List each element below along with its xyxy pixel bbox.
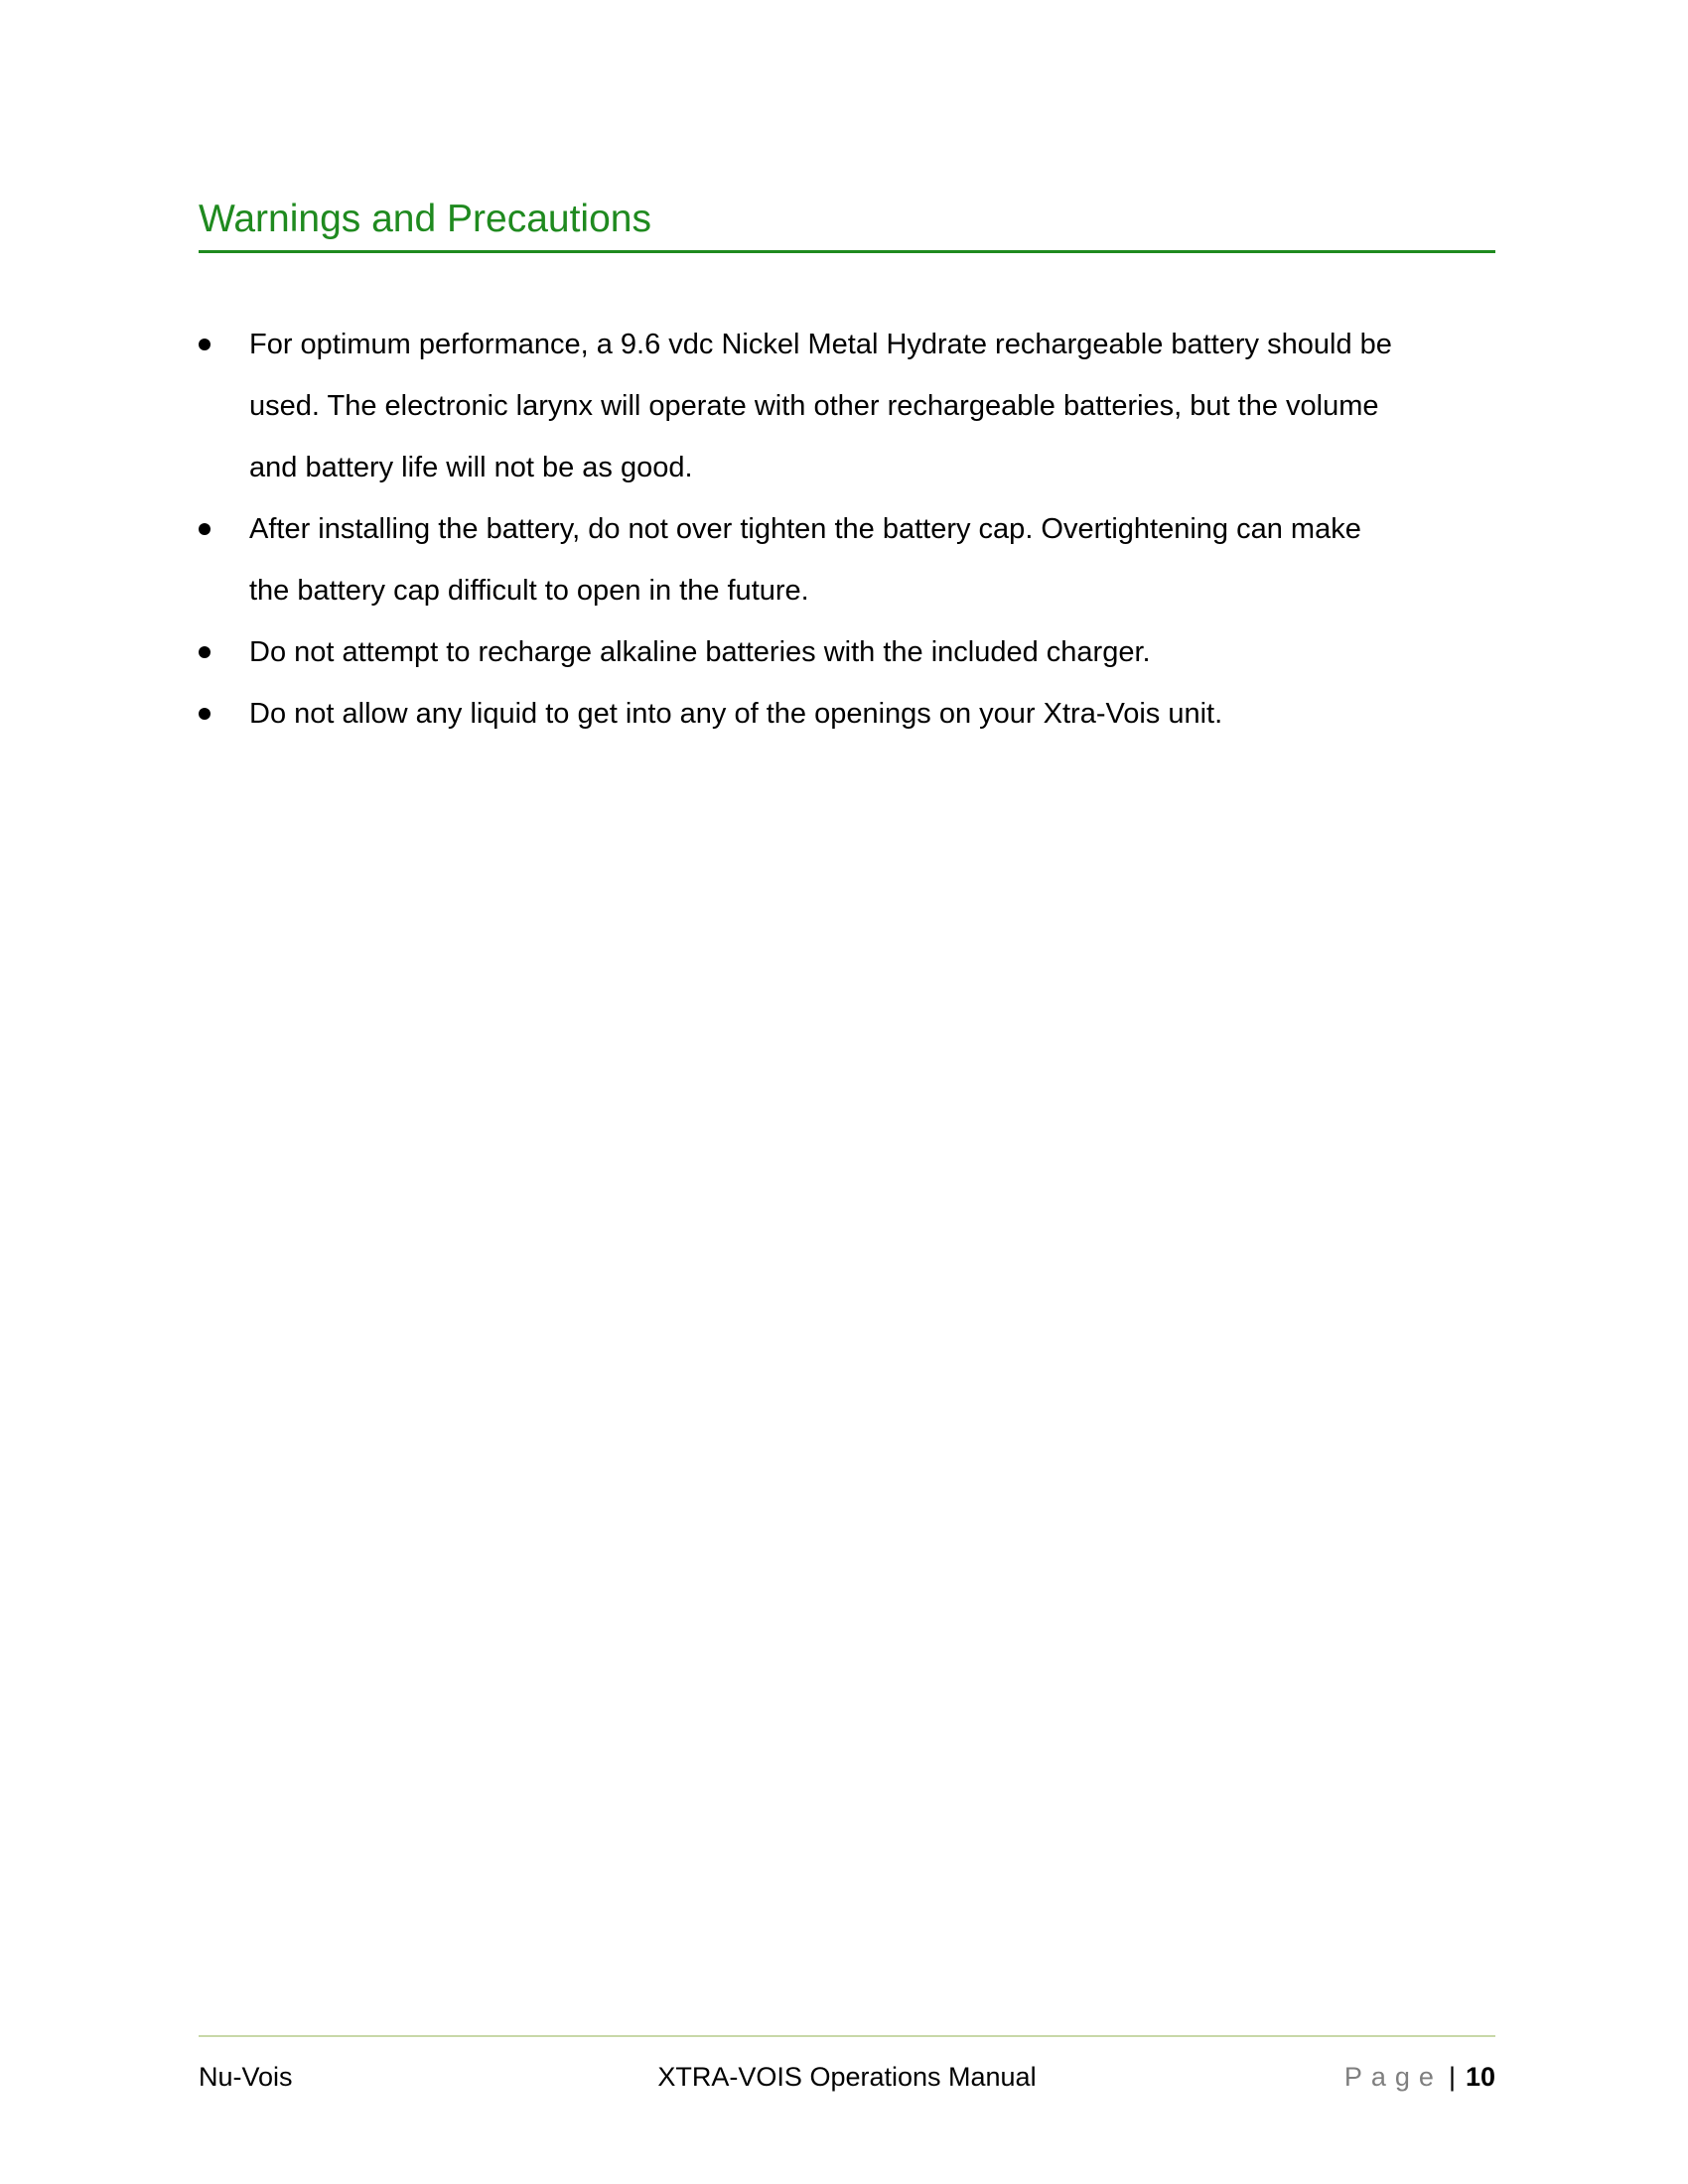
list-item xyxy=(199,683,1495,745)
list-item-line: used. The electronic larynx will operate with other rechargeable batteries, but the volume xyxy=(249,390,1379,422)
page-separator: | xyxy=(1448,2062,1456,2092)
list-item-line: For optimum performance, a 9.6 vdc Nickel Metal Hydrate rechargeable battery should be xyxy=(249,329,1392,360)
bullet-icon xyxy=(199,708,211,720)
bullet-icon xyxy=(199,646,211,658)
page-number: 10 xyxy=(1465,2062,1495,2092)
footer-company: Nu-Vois xyxy=(199,2062,293,2092)
list-item-line: the battery cap difficult to open in the future. xyxy=(249,575,809,607)
list-item xyxy=(199,314,1495,498)
section-heading-underline xyxy=(199,197,1495,253)
list-item xyxy=(199,621,1495,683)
footer-page-indicator xyxy=(1344,2057,1495,2097)
section-heading: Warnings and Precautions xyxy=(199,198,651,240)
page-label: Page xyxy=(1343,2062,1443,2092)
warnings-list xyxy=(199,314,1495,745)
list-item-line: After installing the battery, do not over tighten the battery cap. Overtightening can make xyxy=(249,513,1361,545)
footer-divider xyxy=(199,2035,1495,2037)
list-item xyxy=(199,498,1495,621)
bullet-icon xyxy=(199,339,211,350)
list-item-line: and battery life will not be as good. xyxy=(249,452,693,483)
list-item-line: Do not allow any liquid to get into any of the openings on your Xtra-Vois unit. xyxy=(249,698,1223,730)
list-item-line: Do not attempt to recharge alkaline batteries with the included charger. xyxy=(249,636,1151,668)
bullet-icon xyxy=(199,523,211,535)
footer-document-title: XTRA-VOIS Operations Manual xyxy=(657,2062,1037,2092)
